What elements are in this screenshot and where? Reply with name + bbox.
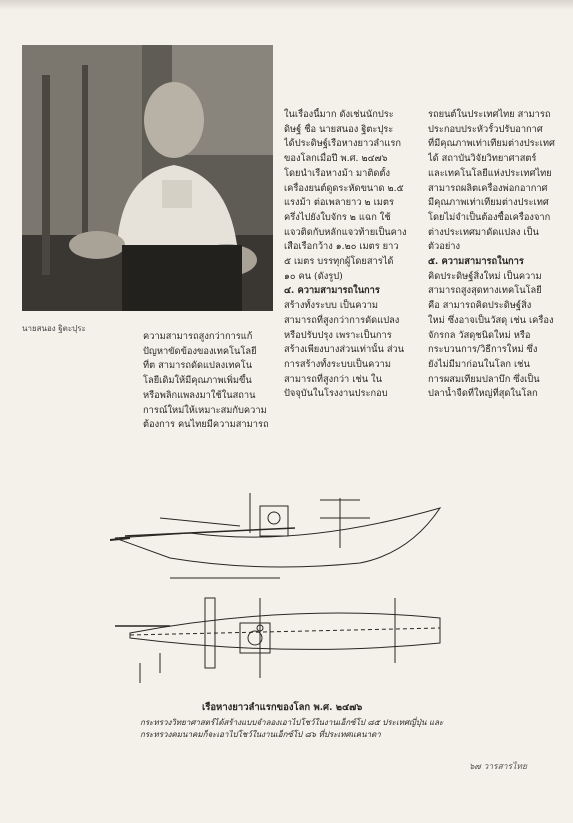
text-line: ที่ต สามารถดัดแปลงเทคโน: [143, 360, 253, 372]
text-line: ประกอบประหัวรั้วปรับอากาศ: [428, 123, 543, 135]
column-3: [428, 108, 560, 402]
text-line: ได้ สถาบันวิจัยวิทยาศาสตร์: [428, 153, 537, 165]
text-line: เครื่องยนต์ดูดระหัดขนาด ๒.๕: [284, 182, 404, 194]
text-line: การผสมเทียมปลาบึก ซึ่งเป็น: [428, 373, 540, 385]
text-line: ของโลกเมื่อปี พ.ศ. ๒๔๗๖: [284, 153, 388, 165]
text-line: เสือเรือกว้าง ๑.๒๐ เมตร ยาว: [284, 241, 399, 253]
figure-title: เรือหางยาวลำแรกของโลก พ.ศ. ๒๔๗๖: [202, 702, 363, 713]
text-line: มีคุณภาพเท่าเทียมต่างประเทศ: [428, 197, 549, 209]
text-line: รถยนต์ในประเทศไทย สามารถ: [428, 109, 551, 120]
text-line: ๕ เมตร บรรทุกผู้โดยสารได้: [284, 256, 394, 268]
text-line: ความสามารถสูงกว่าการแก้: [143, 331, 253, 342]
text-line: ต้องการ คนไทยมีความสามารถ: [143, 419, 269, 431]
text-line: แรงม้า ต่อเพลายาว ๒ เมตร: [284, 197, 394, 209]
text-line: ยังไม่มีมาก่อนในโลก เช่น: [428, 358, 530, 370]
page-footer: ๖๗ วารสารไทย: [469, 762, 527, 772]
text-line: โดยไม่จำเป็นต้องซื้อเครื่องจาก: [428, 211, 551, 223]
figure-note-line: กระทรวงวิทยาศาสตร์ได้สร้างแบบจำลองเอาไปโชว์ในงานเอ็กซ์โป ๘๕ ประเทศญี่ปุ่น และ: [140, 718, 444, 727]
photo-caption: นายสนอง ฐิตะปุระ: [22, 324, 86, 333]
figure-note-line: กระทรวงคมนาคมก็จะเอาไปโชว์ในงานเอ็กซ์โป ๘๖ ที่ประเทศแคนาดา: [140, 730, 381, 739]
text-line: ในเรื่องนี้มาก ดังเช่นนักประ: [284, 109, 394, 120]
text-line: ปลาน้ำจืดที่ใหญ่ที่สุดในโลก: [428, 388, 538, 400]
text-line: ปัจจุบันในโรงงานประกอบ: [284, 388, 388, 400]
text-line: การณ์ใหม่ให้เหมาะสมกับความ: [143, 404, 267, 416]
text-line: สร้างทั้งระบบ เป็นความ: [284, 300, 379, 312]
text-line: กระบวนการ/วิธีการใหม่ ซึ่ง: [428, 344, 538, 356]
text-line: สามารถสูงสุดทางเทคโนโลยี: [428, 285, 542, 297]
text-line: หรือพลิกแพลงมาใช้ในสถาน: [143, 389, 256, 401]
figure-note: [140, 717, 470, 741]
portrait-photo: [22, 45, 273, 311]
section-heading: ๕. ความสามารถในการ: [428, 256, 524, 268]
text-line: แจวติดกับหลักแจวท้ายเป็นคาง: [284, 226, 407, 238]
text-line: และเทคโนโลยีแห่งประเทศไทย: [428, 167, 552, 179]
text-line: สามารถที่สูงกว่า เช่น ใน: [284, 373, 382, 385]
text-line: ที่มีคุณภาพเท่าเทียมต่างประเทศ: [428, 138, 555, 150]
column-1: [143, 330, 275, 433]
longtail-boat-diagram: [110, 478, 460, 693]
text-line: หรือปรับปรุง เพราะเป็นการ: [284, 329, 392, 341]
text-line: สร้างเพียงบางส่วนเท่านั้น ส่วน: [284, 344, 405, 356]
text-line: ใหม่ ซึ่งอาจเป็นวัสดุ เช่น เครื่อง: [428, 314, 554, 326]
text-line: สามารถที่สูงกว่าการดัดแปลง: [284, 314, 400, 326]
text-line: ปัญหาขัดข้องของเทคโนโลยี: [143, 345, 257, 357]
text-line: ดิษฐ์ ชื่อ นายสนอง ฐิตะปุระ: [284, 123, 394, 135]
text-line: ตัวอย่าง: [428, 241, 461, 253]
text-line: ได้ประดิษฐ์เรือหางยาวลำแรก: [284, 138, 401, 150]
scan-artifact: [0, 0, 573, 10]
text-line: จักรกล วัสดุชนิดใหม่ หรือ: [428, 329, 531, 341]
text-line: คิดประดิษฐ์สิ่งใหม่ เป็นความ: [428, 270, 542, 282]
text-line: โลยีเดิมให้มีคุณภาพเพิ่มขึ้น: [143, 375, 252, 387]
text-line: ต่างประเทศมาดัดแปลง เป็น: [428, 226, 539, 238]
column-2: [284, 108, 416, 402]
text-line: การสร้างทั้งระบบเป็นความ: [284, 358, 391, 370]
text-line: โดยนำเรือหางม้า มาติดตั้ง: [284, 167, 391, 179]
text-line: ๑๐ คน (ดังรูป): [284, 270, 343, 282]
text-line: ครึ่งไปยังใบจักร ๒ แฉก ใช้: [284, 211, 391, 223]
text-line: คือ สามารถคิดประดิษฐ์สิ่ง: [428, 300, 532, 312]
section-heading: ๔. ความสามารถในการ: [284, 285, 380, 297]
text-line: สามารถผลิตเครื่องพ่อกอากาศ: [428, 182, 548, 194]
